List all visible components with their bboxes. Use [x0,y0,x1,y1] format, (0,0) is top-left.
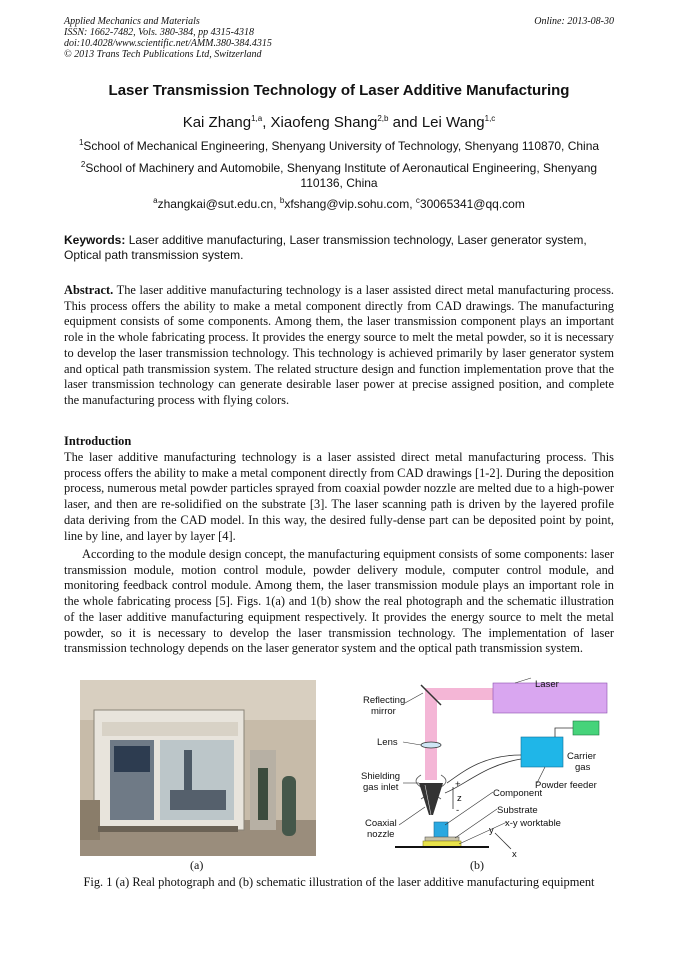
label-substrate: Substrate [497,805,538,816]
powder-feeder-box [521,737,563,767]
carrier-gas-box [573,721,599,735]
email-address: 30065341@qq.com [419,197,525,211]
doi-line: doi:10.4028/www.scientific.net/AMM.380-384.4315 [64,38,272,49]
label-coaxial: Coaxial [365,818,397,829]
leader-worktable [459,822,507,844]
coaxial-nozzle [419,783,443,815]
leader-laser [515,678,531,683]
section-heading: Introduction [64,434,132,448]
figure-caption: Fig. 1 (a) Real photograph and (b) schematic illustration of the laser additive manufacturing equipment [83,875,595,889]
email-sup: b [279,196,285,205]
author-sup: 1,a [251,114,263,123]
label-component: Component [493,788,543,799]
journal-name: Applied Mechanics and Materials [64,16,200,27]
label-worktable: x-y worktable [505,818,561,829]
abstract [64,283,614,409]
carrier-gas-line [555,728,573,737]
email-address: zhangkai@sut.edu.cn [157,197,274,211]
author-name: Lei Wang [421,114,485,131]
email-sup: c [415,196,420,205]
label-axis-x: x [512,849,517,860]
label-shielding: Shielding [361,771,401,782]
label-mirror: Reflecting [363,695,406,706]
email-sup: a [153,196,158,205]
axis-y [495,833,503,841]
axis-x [503,841,511,849]
intro-paragraph-2: According to the module design concept, the manufacturing equipment consists of some components: laser transmission module, motion control module, powder delivery module, computer control module, and monitoring feedback control module. Among them, the laser transmission module plays an important role in the whole fabricating process [5]. Figs. 1(a) and 1(b) show the real photograph and the schematic illustration of the laser additive manufacturing equipment respectively. It provides the energy source to melt the metal powder, so it is necessary to develop the laser transmission technology. The implementation of laser transmission technology depends on the laser generator system and the optical path transmission system. [64,547,614,656]
email-address: xfshang@vip.sohu.com [284,197,410,211]
paper-title: Laser Transmission Technology of Laser Additive Manufacturing [108,82,570,99]
label-minus: - [456,805,460,816]
author-list [40,114,638,131]
author-sup: 2,b [377,114,389,123]
figure-label-b: (b) [470,858,484,872]
label-feeder: Powder feeder [535,780,597,791]
abstract-label: Abstract. [64,283,114,297]
schematic-illustration [355,675,615,865]
figure-label-a: (a) [190,858,204,872]
affiliation-1 [64,139,614,154]
author-name: Kai Zhang [182,114,252,131]
label-carrier: Carrier [567,751,597,762]
online-date: Online: 2013-08-30 [534,16,614,27]
label-z: z [457,793,462,804]
label-lens: Lens [377,737,398,748]
label-carrier: gas [575,762,591,773]
leader-component [445,792,493,825]
author-sep: , [262,114,271,131]
affiliation-text: School of Mechanical Engineering, Shenyang University of Technology, Shenyang 110870, China [83,139,600,153]
affiliation-sup: 1 [78,138,84,147]
journal-header [64,16,272,60]
lens [421,742,441,748]
author-sep: and [388,114,422,131]
label-axis-y: y [489,825,494,836]
author-name: Xiaofeng Shang [270,114,378,131]
author-sup: 1,c [484,114,496,123]
label-plus: + [455,779,461,790]
leader-coaxial [399,807,425,825]
laser-beam-vertical [425,688,437,780]
keywords-text: Laser additive manufacturing, Laser transmission technology, Laser generator system, Optical path transmission system. [64,233,587,262]
label-shielding: gas inlet [363,782,399,793]
intro-paragraph-1: The laser additive manufacturing technology is a laser assisted direct metal manufacturing process. This process offers the ability to make a metal component directly from CAD drawings [1-2]. During the deposition process, numerous metal powder particles sprayed from coaxial powder nozzle are melted due to a high-power laser, and then are re-solidified on the substrate [3]. The laser scanning path is driven by the layered profile data deriving from the CAD model. In this way, the desired fully-dense part can be deposited point by point, line by line, and layer by layer [4]. [64,450,614,543]
equipment-photo-drawing [80,680,316,856]
leader-mirror [405,693,423,703]
leader-lens [403,742,421,745]
keywords-label: Keywords: [64,233,126,247]
affiliation-sup: 2 [80,160,86,169]
label-coaxial: nozzle [367,829,395,840]
copyright-line: © 2013 Trans Tech Publications Ltd, Switzerland [64,49,262,60]
issn-line: ISSN: 1662-7482, Vols. 380-384, pp 4315-4318 [64,27,254,38]
keywords [64,233,614,263]
label-mirror: mirror [371,706,396,717]
email-line: $^a$zhangkai@sut.edu.cn, $^b$xfshang@vip.sohu.com, $^c$30065341@qq.com [153,196,525,211]
label-laser: Laser [535,679,559,690]
substrate-plate [425,837,459,841]
affiliation-2 [64,161,614,191]
affiliation-text: School of Machinery and Automobile, Shenyang Institute of Aeronautical Engineering, Shenyang 110136, China [85,161,598,190]
equipment-photo [80,680,316,856]
abstract-text: The laser additive manufacturing technology is a laser assisted direct metal manufacturing process. This process offers the ability to make a metal component directly from CAD drawings. The manufacturing equipment consists of some components. Among them, the laser transmission component plays an important role in the whole fabricating process. It provides the energy source to melt the metal powder, so it is necessary to develop the laser transmission technology. This technology is achieved primarily by laser generator system and optical path transmission system. The related structure design and function implementation prove that the laser transmission technology can generate desirable laser power at precise assigned position, and complete the manufacturing process with flying colors. [64,283,614,407]
